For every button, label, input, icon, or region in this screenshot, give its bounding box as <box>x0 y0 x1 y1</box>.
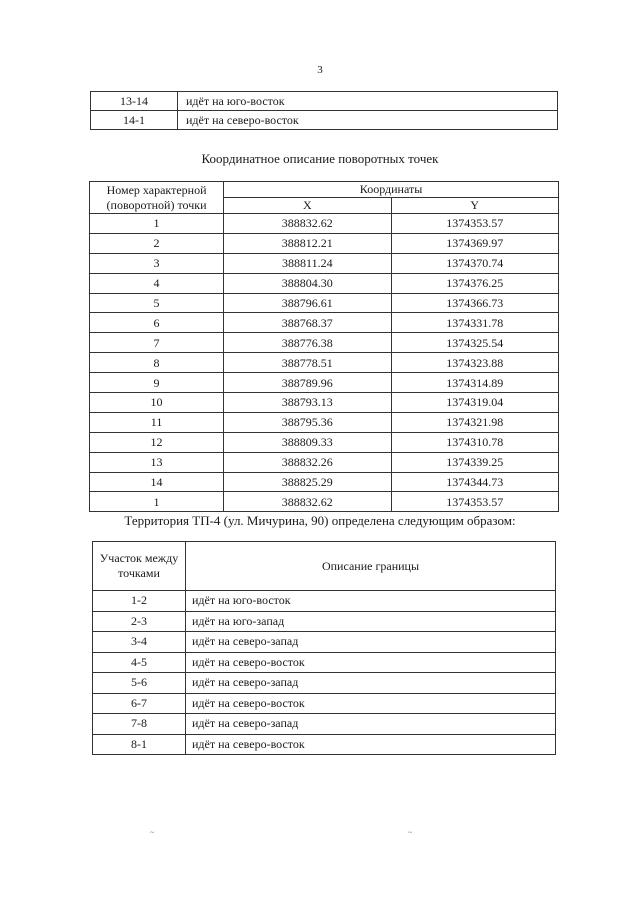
x-coordinate-cell: 388804.30 <box>224 273 391 293</box>
y-coordinate-cell: 1374353.57 <box>391 214 559 234</box>
table-row <box>90 452 559 472</box>
point-number-cell: 9 <box>90 373 224 393</box>
y-coordinate-cell: 1374344.73 <box>391 472 559 492</box>
y-coordinate-cell: 1374331.78 <box>391 313 559 333</box>
segment-cell: 5-6 <box>93 673 186 694</box>
y-coordinate-cell: 1374366.73 <box>391 293 559 313</box>
table-row <box>90 293 559 313</box>
table-row <box>90 492 559 512</box>
x-coordinate-cell: 388795.36 <box>224 412 391 432</box>
description-cell: идёт на северо-восток <box>178 111 558 130</box>
x-coordinate-cell: 388778.51 <box>224 353 391 373</box>
point-number-cell: 10 <box>90 393 224 413</box>
description-cell: идёт на северо-восток <box>186 693 556 714</box>
segment-cell: 13-14 <box>91 92 178 111</box>
description-cell: идёт на северо-запад <box>186 632 556 653</box>
table-row <box>90 412 559 432</box>
table-row <box>93 591 556 612</box>
description-cell: идёт на юго-запад <box>186 611 556 632</box>
segment-cell: 2-3 <box>93 611 186 632</box>
y-coordinate-cell: 1374325.54 <box>391 333 559 353</box>
y-coordinate-cell: 1374376.25 <box>391 273 559 293</box>
point-number-cell: 4 <box>90 273 224 293</box>
point-number-cell: 2 <box>90 233 224 253</box>
table-row <box>90 393 559 413</box>
point-number-cell: 1 <box>90 214 224 234</box>
y-coordinate-cell: 1374323.88 <box>391 353 559 373</box>
table-row <box>93 673 556 694</box>
table-row <box>90 353 559 373</box>
header-x: X <box>224 198 391 214</box>
x-coordinate-cell: 388776.38 <box>224 333 391 353</box>
y-coordinate-cell: 1374339.25 <box>391 452 559 472</box>
x-coordinate-cell: 388825.29 <box>224 472 391 492</box>
table-row <box>90 253 559 273</box>
y-coordinate-cell: 1374310.78 <box>391 432 559 452</box>
description-cell: идёт на юго-восток <box>186 591 556 612</box>
table-row <box>93 632 556 653</box>
table-row <box>90 313 559 333</box>
x-coordinate-cell: 388789.96 <box>224 373 391 393</box>
table-row <box>90 233 559 253</box>
table-row <box>91 111 558 130</box>
y-coordinate-cell: 1374319.04 <box>391 393 559 413</box>
segment-cell: 4-5 <box>93 652 186 673</box>
header-y: Y <box>391 198 559 214</box>
header-coordinates: Координаты <box>224 182 559 198</box>
table-row <box>93 734 556 755</box>
point-number-cell: 1 <box>90 492 224 512</box>
segment-cell: 3-4 <box>93 632 186 653</box>
scan-mark: ~ <box>150 828 155 837</box>
table-row <box>90 273 559 293</box>
territory-caption: Территория ТП-4 (ул. Мичурина, 90) определена следующим образом: <box>124 513 516 528</box>
y-coordinate-cell: 1374370.74 <box>391 253 559 273</box>
point-number-cell: 11 <box>90 412 224 432</box>
coordinate-table <box>89 181 559 512</box>
y-coordinate-cell: 1374314.89 <box>391 373 559 393</box>
y-coordinate-cell: 1374321.98 <box>391 412 559 432</box>
page-number: 3 <box>317 64 323 76</box>
x-coordinate-cell: 388796.61 <box>224 293 391 313</box>
x-coordinate-cell: 388768.37 <box>224 313 391 333</box>
point-number-cell: 8 <box>90 353 224 373</box>
segment-cell: 14-1 <box>91 111 178 130</box>
x-coordinate-cell: 388812.21 <box>224 233 391 253</box>
segment-cell: 6-7 <box>93 693 186 714</box>
point-number-cell: 5 <box>90 293 224 313</box>
description-cell: идёт на юго-восток <box>178 92 558 111</box>
table-row <box>90 214 559 234</box>
table-row <box>90 472 559 492</box>
x-coordinate-cell: 388832.62 <box>224 492 391 512</box>
x-coordinate-cell: 388809.33 <box>224 432 391 452</box>
boundary-table <box>92 541 556 755</box>
x-coordinate-cell: 388793.13 <box>224 393 391 413</box>
table-row <box>93 652 556 673</box>
x-coordinate-cell: 388811.24 <box>224 253 391 273</box>
header-segment: Участок между точками <box>93 542 186 591</box>
point-number-cell: 6 <box>90 313 224 333</box>
y-coordinate-cell: 1374369.97 <box>391 233 559 253</box>
header-description: Описание границы <box>186 542 556 591</box>
point-number-cell: 12 <box>90 432 224 452</box>
description-cell: идёт на северо-восток <box>186 652 556 673</box>
point-number-cell: 7 <box>90 333 224 353</box>
scan-mark: ~ <box>408 828 413 837</box>
segment-cell: 7-8 <box>93 714 186 735</box>
point-number-cell: 13 <box>90 452 224 472</box>
segment-cell: 1-2 <box>93 591 186 612</box>
x-coordinate-cell: 388832.26 <box>224 452 391 472</box>
coordinate-caption: Координатное описание поворотных точек <box>201 151 439 166</box>
y-coordinate-cell: 1374353.57 <box>391 492 559 512</box>
description-cell: идёт на северо-восток <box>186 734 556 755</box>
table-row <box>93 611 556 632</box>
table-row <box>91 92 558 111</box>
header-point-number: Номер характерной (поворотной) точки <box>90 182 224 214</box>
x-coordinate-cell: 388832.62 <box>224 214 391 234</box>
segment-cell: 8-1 <box>93 734 186 755</box>
description-cell: идёт на северо-запад <box>186 673 556 694</box>
point-number-cell: 14 <box>90 472 224 492</box>
table-row <box>90 432 559 452</box>
description-cell: идёт на северо-запад <box>186 714 556 735</box>
table-row <box>90 373 559 393</box>
table-row <box>93 693 556 714</box>
table-row <box>90 333 559 353</box>
table-row <box>93 714 556 735</box>
point-number-cell: 3 <box>90 253 224 273</box>
top-boundary-table <box>90 91 558 130</box>
